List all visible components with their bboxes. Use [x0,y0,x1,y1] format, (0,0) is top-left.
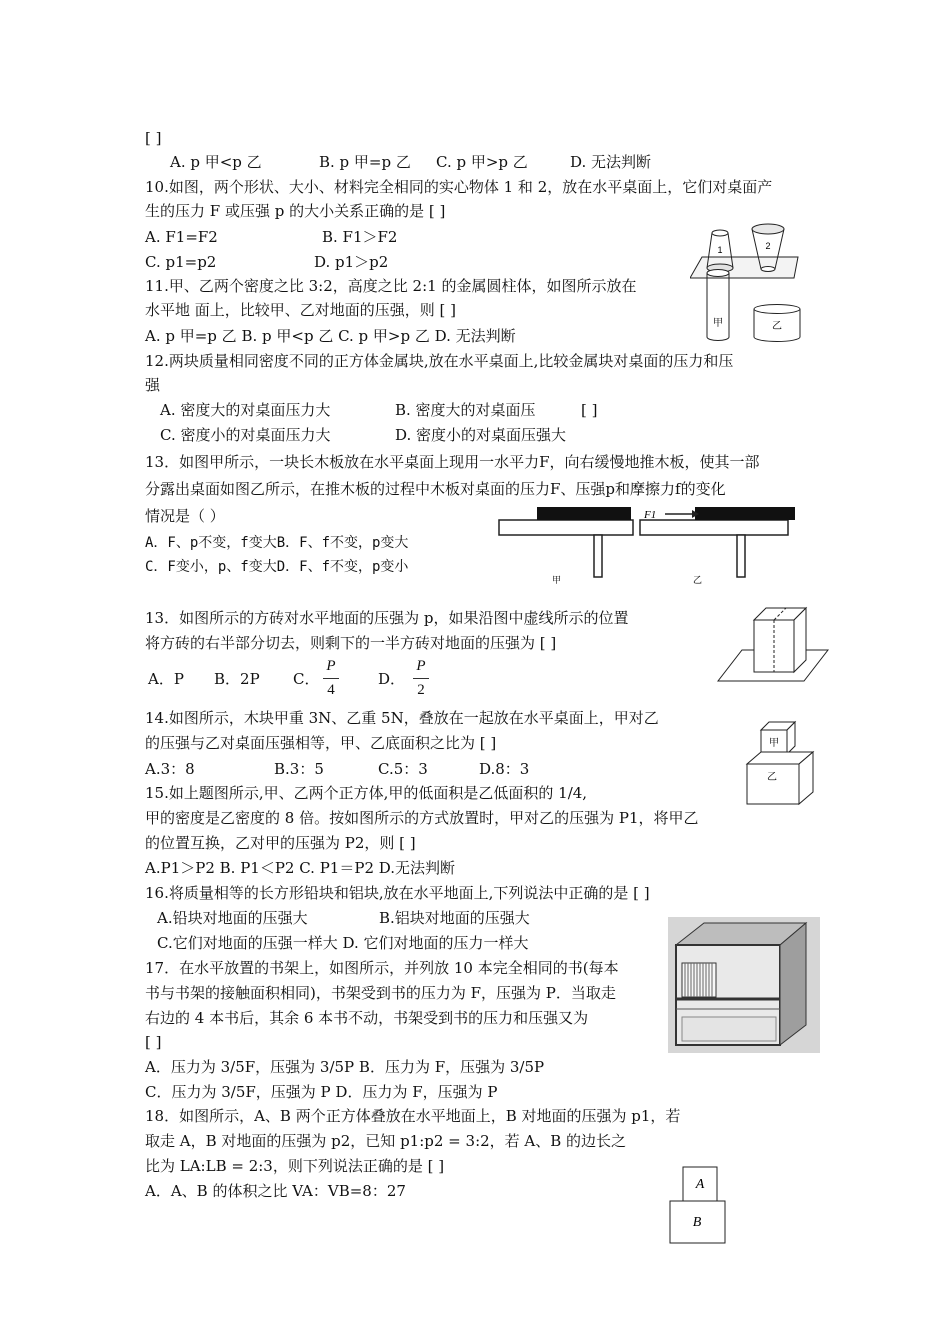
q18-figure-blocks-ab [668,1165,728,1245]
q13a-stem-line1: 13．如图甲所示，一块长木板放在水平桌面上现用一水平力F，向右缓慢地推木板，使其一部 [145,453,760,471]
q11-figure-cylinders [700,265,810,345]
q13a-label-yi: 乙 [693,576,703,586]
q12-stem-line1: 12.两块质量相同密度不同的正方体金属块,放在水平桌面上,比较金属块对桌面的压力和压 [145,352,734,370]
q17-options-cd: C．压力为 3/5F，压强为 P D．压力为 F，压强为 P [145,1083,498,1101]
q18-label-b: B [692,1215,702,1230]
q13b-stem-line1: 13．如图所示的方砖对水平地面的压强为 p，如果沿图中虚线所示的位置 [145,609,629,627]
q-prev-option-a: A. p 甲<p 乙 [170,153,262,171]
q13b-fraction-p-over-2 [413,658,429,699]
q10-label-1: 1 [717,245,723,255]
q13b-frac-den2: 2 [417,682,425,698]
q18-stem-line1: 18．如图所示，A、B 两个正方体叠放在水平地面上，B 对地面的压强为 p1，若 [145,1107,681,1125]
q18-stem-line3: 比为 LA:LB = 2:3，则下列说法正确的是 [ ] [145,1157,445,1175]
q11-stem-line2: 水平地 面上，比较甲、乙对地面的压强，则 [ ] [145,301,457,319]
q16-option-a: A.铅块对地面的压强大 [157,909,308,927]
q13b-option-a: A．P [148,670,184,688]
q14-option-d: D.8：3 [479,760,530,778]
q13a-stem-line2: 分露出桌面如图乙所示，在推木板的过程中木板对桌面的压力F、压强p和摩擦力f的变化 [145,480,726,498]
q16-stem: 16.将质量相等的长方形铅块和铝块,放在水平地面上,下列说法中正确的是 [ ] [145,884,650,902]
q11-stem-line1: 11.甲、乙两个密度之比 3:2，高度之比 2:1 的金属圆柱体，如图所示放在 [145,277,637,295]
q10-option-b: B. F1＞F2 [322,228,398,246]
q18-stem-line2: 取走 A，B 对地面的压强为 p2，已知 p1:p2 = 3:2，若 A、B 的边长之 [145,1132,627,1150]
q14-option-c: C.5：3 [378,760,428,778]
q15-stem-line3: 的位置互换，乙对甲的压强为 P2，则 [ ] [145,834,416,852]
q11-label-yi: 乙 [772,321,782,332]
q17-stem-line3: 右边的 4 本书后，其余 6 本书不动，书架受到书的压力和压强又为 [145,1009,589,1027]
q12-bracket: [ ] [581,401,598,419]
q14-figure-stacked-cubes [745,720,821,806]
q17-stem-line2: 书与书架的接触面积相同)，书架受到书的压力为 F，压强为 P．当取走 [145,984,616,1002]
q11-label-jia: 甲 [713,318,723,329]
q15-stem-line2: 甲的密度是乙密度的 8 倍。按如图所示的方式放置时，甲对乙的压强为 P1，将甲乙 [145,809,699,827]
q13a-label-f1: F1 [644,509,657,521]
q13a-label-jia: 甲 [552,576,562,586]
q-prev-option-c: C. p 甲>p 乙 [436,153,528,171]
q18-label-a: A [695,1177,705,1192]
q16-option-b: B.铝块对地面的压强大 [379,909,530,927]
q13b-frac-num: P [326,658,336,674]
q13b-option-b: B．2P [214,670,260,688]
q-prev-option-d: D. 无法判断 [570,153,652,171]
q13b-option-c: C． [293,670,320,688]
q14-stem-line2: 的压强与乙对桌面压强相等，甲、乙底面积之比为 [ ] [145,734,497,752]
q17-figure-bookshelf [668,917,820,1053]
q17-bracket: [ ] [145,1033,162,1051]
q18-option-a: A．A、B 的体积之比 VA：VB=8：27 [145,1182,406,1200]
q14-option-a: A.3：8 [145,760,195,778]
q14-label-yi: 乙 [767,772,777,783]
q12-option-d: D. 密度小的对桌面压强大 [395,426,567,444]
q10-option-c: C. p1=p2 [145,253,217,271]
q13b-stem-line2: 将方砖的右半部分切去，则剩下的一半方砖对地面的压强为 [ ] [145,634,557,652]
q10-stem-line1: 10.如图，两个形状、大小、材料完全相同的实心物体 1 和 2，放在水平桌面上，它们对桌面产 [145,178,773,196]
q13a-options-ab: A．F、p不变，f变大B．F、f不变，p变大 [145,535,409,551]
q13b-frac-num2: P [416,658,426,674]
q14-label-jia: 甲 [769,738,779,749]
q11-options: A. p 甲=p 乙 B. p 甲<p 乙 C. p 甲>p 乙 D. 无法判断 [145,327,516,345]
q10-label-2: 2 [765,241,771,251]
q-prev-option-b: B. p 甲=p 乙 [319,153,411,171]
q16-options-cd: C.它们对地面的压强一样大 D. 它们对地面的压力一样大 [157,934,529,952]
q15-options: A.P1＞P2 B. P1＜P2 C. P1＝P2 D.无法判断 [145,859,456,877]
q13a-figure-board [497,505,797,587]
q14-stem-line1: 14.如图所示，木块甲重 3N、乙重 5N，叠放在一起放在水平桌面上，甲对乙 [145,709,659,727]
q12-stem-line2: 强 [145,376,161,394]
q13b-figure-brick [716,605,831,683]
q13a-options-cd: C．F变小，p、f变大D．F、f不变，p变小 [145,559,409,575]
q14-option-b: B.3：5 [274,760,324,778]
q-prev-bracket: [ ] [145,129,162,147]
q12-option-a: A. 密度大的对桌面压力大 [160,401,331,419]
q10-stem-line2: 生的压力 F 或压强 p 的大小关系正确的是 [ ] [145,202,446,220]
q12-option-b: B. 密度大的对桌面压 [395,401,536,419]
q13b-option-d: D． [378,670,406,688]
q12-option-c: C. 密度小的对桌面压力大 [160,426,331,444]
q17-options-ab: A．压力为 3/5F，压强为 3/5P B．压力为 F，压强为 3/5P [145,1058,545,1076]
q13b-frac-den: 4 [327,682,335,698]
q10-option-a: A. F1=F2 [145,228,218,246]
q13a-stem-line3: 情况是（ ） [145,507,225,525]
q10-option-d: D. p1＞p2 [314,253,389,271]
q13b-fraction-p-over-4 [323,658,339,699]
q17-stem-line1: 17．在水平放置的书架上，如图所示，并列放 10 本完全相同的书(每本 [145,959,619,977]
q15-stem-line1: 15.如上题图所示,甲、乙两个正方体,甲的低面积是乙低面积的 1/4, [145,784,588,802]
